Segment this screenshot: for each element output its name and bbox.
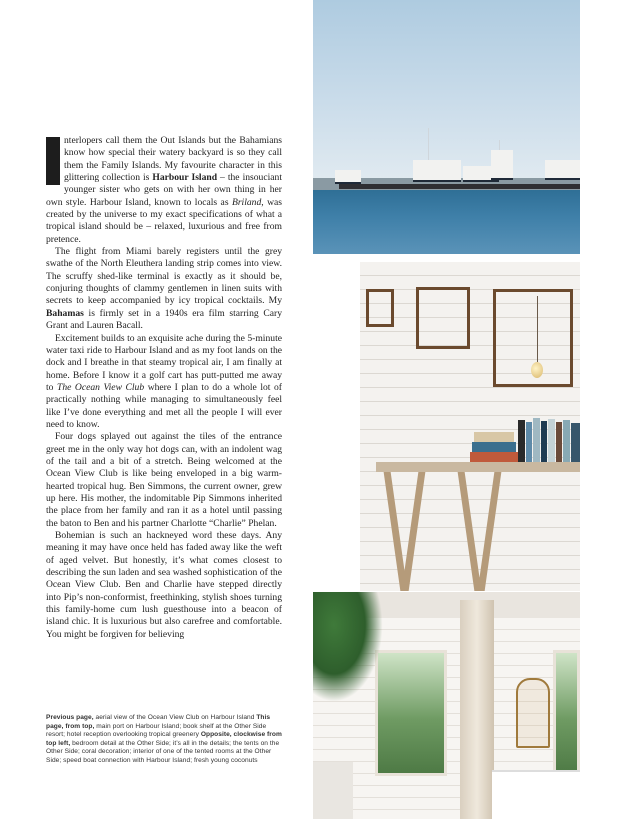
boat <box>335 170 361 184</box>
boat <box>545 160 580 180</box>
open-doorway <box>375 650 447 776</box>
book <box>541 421 547 462</box>
boat <box>413 160 461 182</box>
book <box>470 452 518 462</box>
lamp-cord <box>537 296 538 362</box>
paragraph-2: The flight from Miami barely registers until the grey swathe of the North Eleuthera landing strip comes into view. The scruffy shed-like terminal is exactly as it should be, conjuring thoughts of clammy gentlemen in linen suits with secrets to keep accompanied by icy tropical cocktails. My Bahamas is firmly set in a 1940s era film starring Cary Grant and Lauren Bacall. <box>46 246 282 332</box>
light-bulb <box>531 362 543 378</box>
picture-frame <box>416 287 470 349</box>
water <box>313 190 580 254</box>
open-doorway <box>553 650 580 776</box>
boat <box>491 150 513 180</box>
article-body <box>46 135 282 641</box>
book <box>526 422 532 462</box>
book <box>571 423 580 462</box>
pier <box>339 184 580 189</box>
book <box>556 422 562 462</box>
book <box>563 420 570 462</box>
paragraph-1: nterlopers call them the Out Islands but the Bahamians know how special their watery backyard is so they call them the Family Islands. My favourite character in this glittering collection is Harbour Island – the insouciant younger sister who gets on with her own thing in her own style. Harbour Island, known to locals as Briland, was created by the universe to my exact specifications of what a tropical island should be – relaxed, luxurious and free from pretence. <box>46 135 282 245</box>
paragraph-5: Bohemian is such an hackneyed word these days. Any meaning it may have once held has faded away like the weft of aged velvet. But honestly, it’s what comes closest to describing the sun laden and sea washed sophistication of the Ocean View Club. Ben and Charlie have stepped directly into Pip’s non-conformist, freethinking, stylish shoes turning this family-home cum lush guesthouse into a beacon of island chic. It is luxurious but also carefree and comfortable. You might be forgiven for believing <box>46 530 282 640</box>
sky <box>313 0 580 186</box>
palm-plant <box>313 592 383 702</box>
book <box>472 442 516 452</box>
drop-cap <box>46 137 60 185</box>
curtain <box>460 600 494 819</box>
paragraph-4: Four dogs splayed out against the tiles of the entrance greet me in the only way hot dogs can, with an indolent wag of the tail and a bit of a stretch. Being welcomed at the Ocean View Club is like being enveloped in a big warm-hearted tropical hug. Ben Simmons, the current owner, grew up here. His mother, the indomitable Pip Simmons inherited the place from her family and ran it as a hotel until passing the baton to Ben and his partner Charlotte “Charlie” Phelan. <box>46 431 282 529</box>
book <box>474 432 514 442</box>
paragraph-3: Excitement builds to an exquisite ache during the 5-minute water taxi ride to Harbour Island and as my foot lands on the dock and I breathe in that steamy tropical air, I am finally at home. Before I know it a golf cart has putt-putted me away to The Ocean View Club where I plan to do a whole lot of practically nothing while managing to simultaneously feel like I’ve done everything and met all the people I will ever need to know. <box>46 332 282 430</box>
picture-frame <box>366 289 394 327</box>
harbour-photo <box>313 0 580 254</box>
page-margin <box>580 0 625 819</box>
bird-cage-decor <box>516 678 550 748</box>
book <box>548 419 555 462</box>
book <box>533 418 540 462</box>
book <box>518 420 525 462</box>
wooden-table <box>376 462 580 472</box>
photo-caption: Previous page, aerial view of the Ocean View Club on Harbour Island This page, from top, main port on Harbour Island; book shelf at the Other Side resort; hotel reception overlooking tropical greenery Opposite, clockwise from top left, bedroom detail at the Other Side; it’s all in the details; the tents on the Other Side; coral decoration; interior of one of the tented rooms at the Other Side; speed boat connection with Harbour Island; fresh young coconuts <box>46 714 282 764</box>
lounge-chair <box>313 762 353 819</box>
white-sofa <box>492 770 580 819</box>
